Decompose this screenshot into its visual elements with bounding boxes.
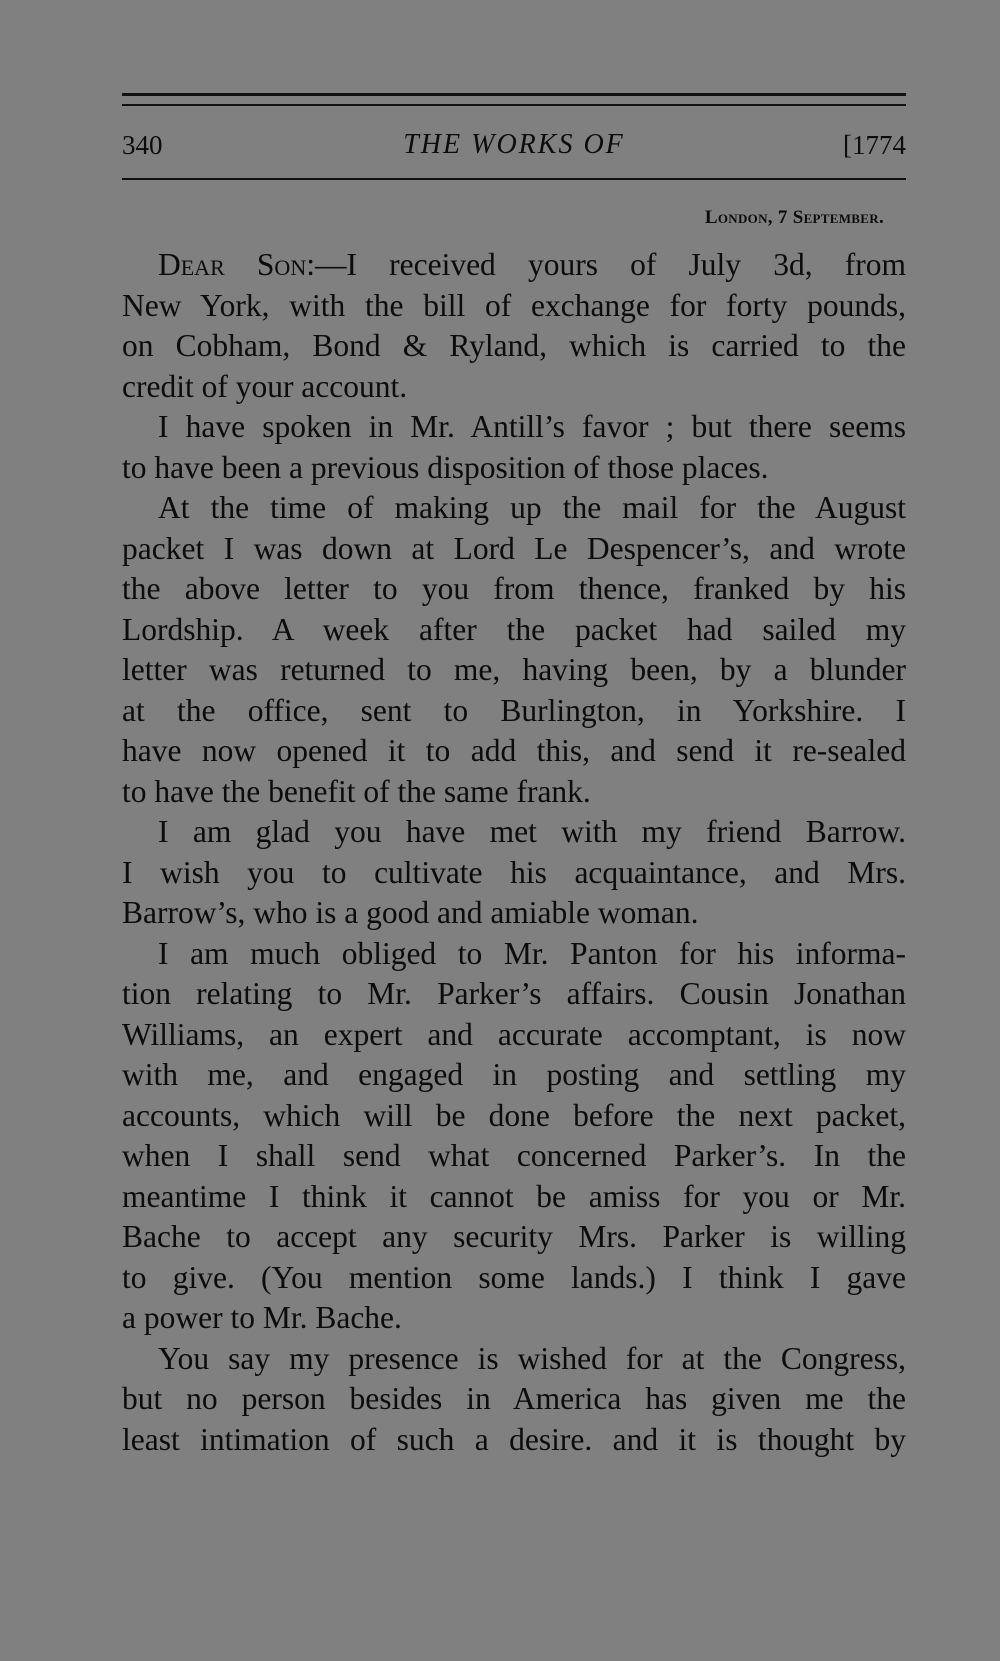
text-line: at the office, sent to Burlington, in Yorkshire. I <box>122 692 906 728</box>
text-line: I have spoken in Mr. Antill’s favor ; but there seems <box>158 409 906 444</box>
salutation: Dear Son <box>158 247 307 282</box>
text-line: the above letter to you from thence, franked by his <box>122 571 906 606</box>
letter-body <box>122 245 906 1460</box>
text-line: with me, and engaged in posting and settling my <box>122 1057 906 1092</box>
running-head <box>122 125 906 165</box>
text-line: New York, with the bill of exchange for forty pounds, <box>122 287 906 323</box>
text-line: meantime I think it cannot be amiss for you or Mr. <box>122 1178 906 1214</box>
text-line: accounts, which will be done before the next packet, <box>122 1097 906 1133</box>
text-line: I am glad you have met with my friend Barrow. <box>158 814 906 849</box>
top-rule <box>122 93 906 96</box>
top-rule-thin <box>122 104 906 106</box>
text-line: tion relating to Mr. Parker’s affairs. Cousin Jonathan <box>122 976 906 1011</box>
text-line: a power to Mr. Bache. <box>122 1300 402 1335</box>
running-title: THE WORKS OF <box>403 129 625 160</box>
text-line: to give. (You mention some lands.) I think I gave <box>122 1259 906 1295</box>
text-line: Bache to accept any security Mrs. Parker is willing <box>122 1219 906 1254</box>
text-line: but no person besides in America has given me the <box>122 1381 906 1416</box>
text-line: At the time of making up the mail for the August <box>158 490 906 525</box>
running-year: [1774 <box>843 130 906 160</box>
book-page <box>122 0 906 1661</box>
letter-dateline: London, 7 September. <box>704 207 884 228</box>
text-line: when I shall send what concerned Parker’s. In the <box>122 1138 906 1173</box>
text-line: least intimation of such a desire. and it is thought by <box>122 1421 906 1457</box>
text-line: have now opened it to add this, and send it re-sealed <box>122 733 906 768</box>
page-number: 340 <box>122 130 163 160</box>
text-line: credit of your account. <box>122 368 408 404</box>
text-line: letter was returned to me, having been, by a blunder <box>122 652 906 687</box>
text-line: Lordship. A week after the packet had sailed my <box>122 611 906 647</box>
text-line: packet I was down at Lord Le Despencer’s, and wrote <box>122 530 906 566</box>
head-rule <box>122 178 906 180</box>
text-line: Williams, an expert and accurate accomptant, is now <box>122 1016 906 1052</box>
text-line: I am much obliged to Mr. Panton for his informa- <box>158 935 906 971</box>
text-line: Dear Son:—I received yours of July 3d, from <box>158 247 906 282</box>
text-line: on Cobham, Bond & Ryland, which is carried to the <box>122 328 906 363</box>
text-line: to have the benefit of the same frank. <box>122 773 591 809</box>
text-line: to have been a previous disposition of those places. <box>122 449 769 485</box>
text-line: Barrow’s, who is a good and amiable woman. <box>122 895 699 930</box>
text-line: You say my presence is wished for at the Congress, <box>158 1340 906 1376</box>
text-line: I wish you to cultivate his acquaintance, and Mrs. <box>122 854 906 890</box>
